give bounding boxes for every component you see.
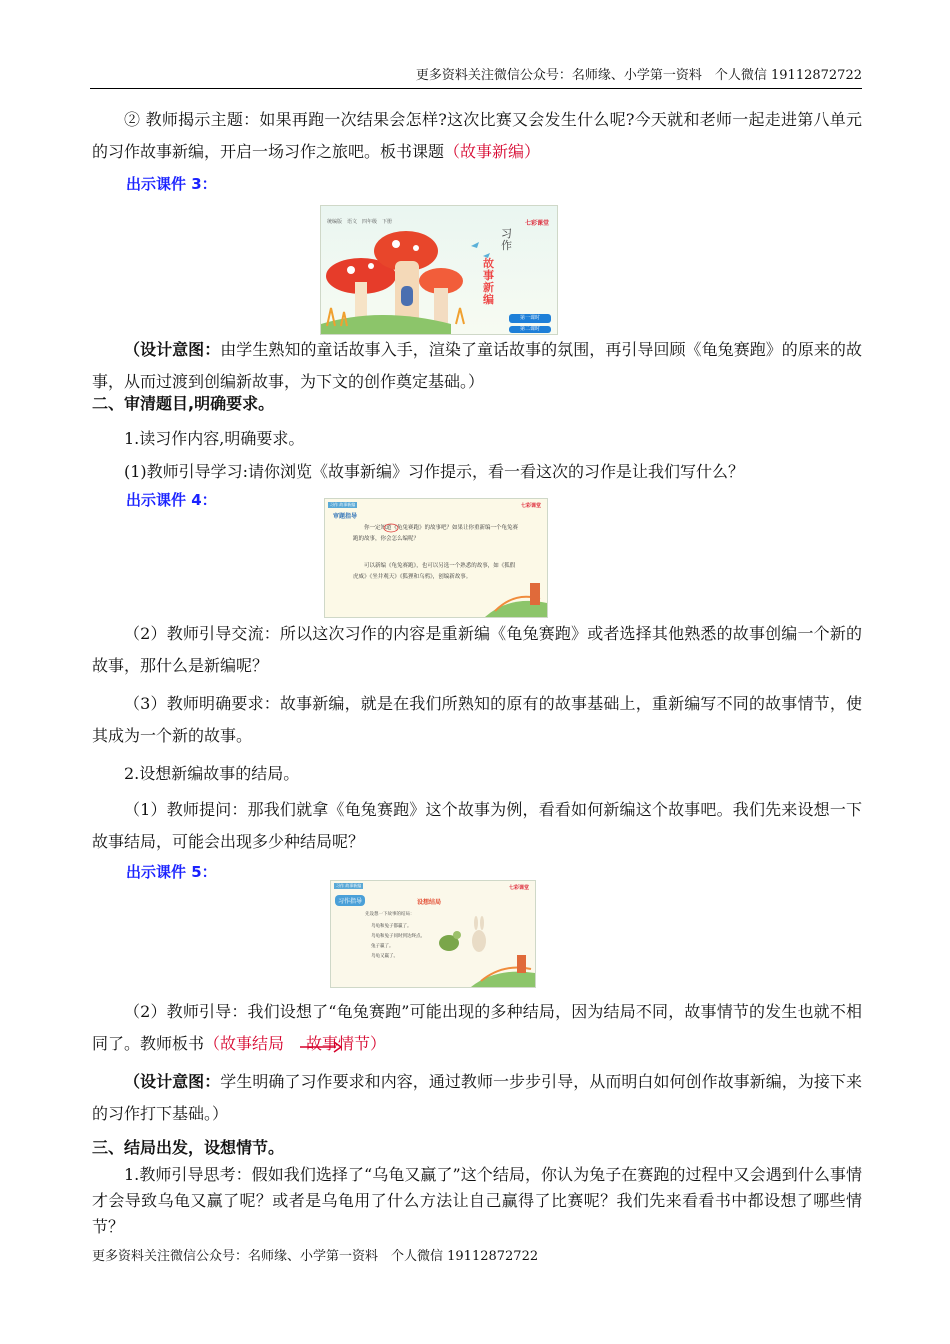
slide-4-image <box>324 498 548 618</box>
red-arrow-icon <box>300 1041 342 1053</box>
design-intent-1-label: （设计意图： <box>124 340 221 359</box>
item-2-2-2-text: （2）教师引导：我们设想了“龟兔赛跑”可能出现的多种结局，因为结局不同，故事情节的发生也就不相同了。教师板书 <box>92 1002 862 1053</box>
courseware-4-label: 出示课件 4： <box>126 491 217 509</box>
design-intent-2 <box>92 1066 862 1130</box>
board-result-red: （故事结局 <box>204 1034 285 1053</box>
paragraph-theme <box>92 104 862 168</box>
design-intent-2-text: 学生明确了习作要求和内容，通过教师一步步引导，从而明白如何创作故事新编，为接下来的习作打下基础。） <box>92 1072 862 1123</box>
slide-3-top-small: 统编版 语文 四年级 下册 <box>327 219 393 225</box>
section-2-title: 二、审清题目,明确要求。 <box>92 394 275 413</box>
design-intent-1-text: 由学生熟知的童话故事入手，渲染了童话故事的氛围，再引导回顾《龟兔赛跑》的原来的故事，从而过渡到创编新故事，为下文的创作奠定基础。） <box>92 340 862 391</box>
slide-5-tortoise-rabbit-illustration <box>331 881 535 987</box>
slide-5-option-4: 乌龟又赢了。 <box>371 954 398 959</box>
slide-3-lesson1-button: 第一课时 <box>509 314 551 323</box>
courseware-5-label: 出示课件 5： <box>126 863 217 881</box>
item-2-2-2 <box>92 996 862 1060</box>
slide-4-line1: 你一定知道《龟兔赛跑》的故事吧？如果让你重新编一个龟兔赛跑的故事，你会怎么编呢？ <box>353 525 519 542</box>
slide-5-option-2: 乌龟和兔子同时到达终点。 <box>371 934 425 939</box>
slide-5-section: 设想结局 <box>417 899 442 906</box>
slide-4-decoration <box>325 499 547 617</box>
item-2-1-3: （3）教师明确要求：故事新编，就是在我们所熟知的原有的故事基础上，重新编写不同的故事情节，使其成为一个新的故事。 <box>92 694 862 745</box>
item-2-2-1: （1）教师提问：那我们就拿《龟兔赛跑》这个故事为例，看看如何新编这个故事吧。我们先来设想一下故事结局，可能会出现多少种结局呢？ <box>92 800 862 851</box>
board-title-red: （故事新编） <box>444 142 541 161</box>
slide-5-intro: 先设想一下故事的结局： <box>365 912 415 917</box>
slide-4-brand: 七彩课堂 <box>520 503 541 509</box>
slide-3-title-b: 故事新编 <box>483 257 494 306</box>
slide-4-line2: 可以新编《龟兔赛跑》，也可以另选一个熟悉的故事，如《狐假虎威》《坐井观天》《狐狸和乌鸦》，创编新故事。 <box>353 563 516 580</box>
slide-3-title-a: 习作 <box>501 227 512 252</box>
item-2-2: 2.设想新编故事的结局。 <box>124 764 300 783</box>
item-2-1-1: (1)教师引导学习:请你浏览《故事新编》习作提示，看一看这次的习作是让我们写什么？ <box>124 462 745 481</box>
slide-5-image <box>330 880 536 988</box>
slide-4-tag: 习作 故事新编 <box>330 502 356 507</box>
design-intent-2-label: （设计意图： <box>124 1072 221 1091</box>
paragraph-theme-text: ② 教师揭示主题：如果再跑一次结果会怎样?这次比赛又会发生什么呢?今天就和老师一起走进第八单元的习作故事新编，开启一场习作之旅吧。板书课题 <box>92 110 862 161</box>
slide-5-option-1: 乌龟和兔子都赢了。 <box>371 924 412 929</box>
item-3-1: 1.教师引导思考：假如我们选择了“乌龟又赢了”这个结局，你认为兔子在赛跑的过程中又会遇到什么事情才会导致乌龟又赢了呢？或者是乌龟用了什么方法让自己赢得了比赛呢？我们先来看看书中都设想了哪些情节？ <box>92 1165 862 1236</box>
slide-5-badge: 习作指导 <box>335 895 365 906</box>
page-header: 更多资料关注微信公众号：名师缘、小学第一资料 个人微信 19112872722 <box>90 66 862 89</box>
slide-4-section: 审题指导 <box>333 513 358 520</box>
item-2-1-2: （2）教师引导交流：所以这次习作的内容是重新编《龟兔赛跑》或者选择其他熟悉的故事创编一个新的故事，那什么是新编呢？ <box>92 624 862 675</box>
slide-5-brand: 七彩课堂 <box>508 885 529 891</box>
courseware-3-label: 出示课件 3： <box>126 175 217 193</box>
slide-3-image <box>320 205 558 335</box>
item-2-1: 1.读习作内容,明确要求。 <box>124 429 305 448</box>
section-3-title: 三、结局出发，设想情节。 <box>92 1138 285 1157</box>
board-plot-red: 故事情节） <box>306 1034 387 1053</box>
slide-5-option-3: 兔子赢了。 <box>371 944 394 949</box>
slide-3-brand: 七彩课堂 <box>524 220 549 227</box>
page-footer: 更多资料关注微信公众号：名师缘、小学第一资料 个人微信 19112872722 <box>92 1249 539 1264</box>
slide-3-lesson2-button: 第二课时 <box>509 326 551 333</box>
slide-5-tag: 习作 故事新编 <box>336 883 362 888</box>
